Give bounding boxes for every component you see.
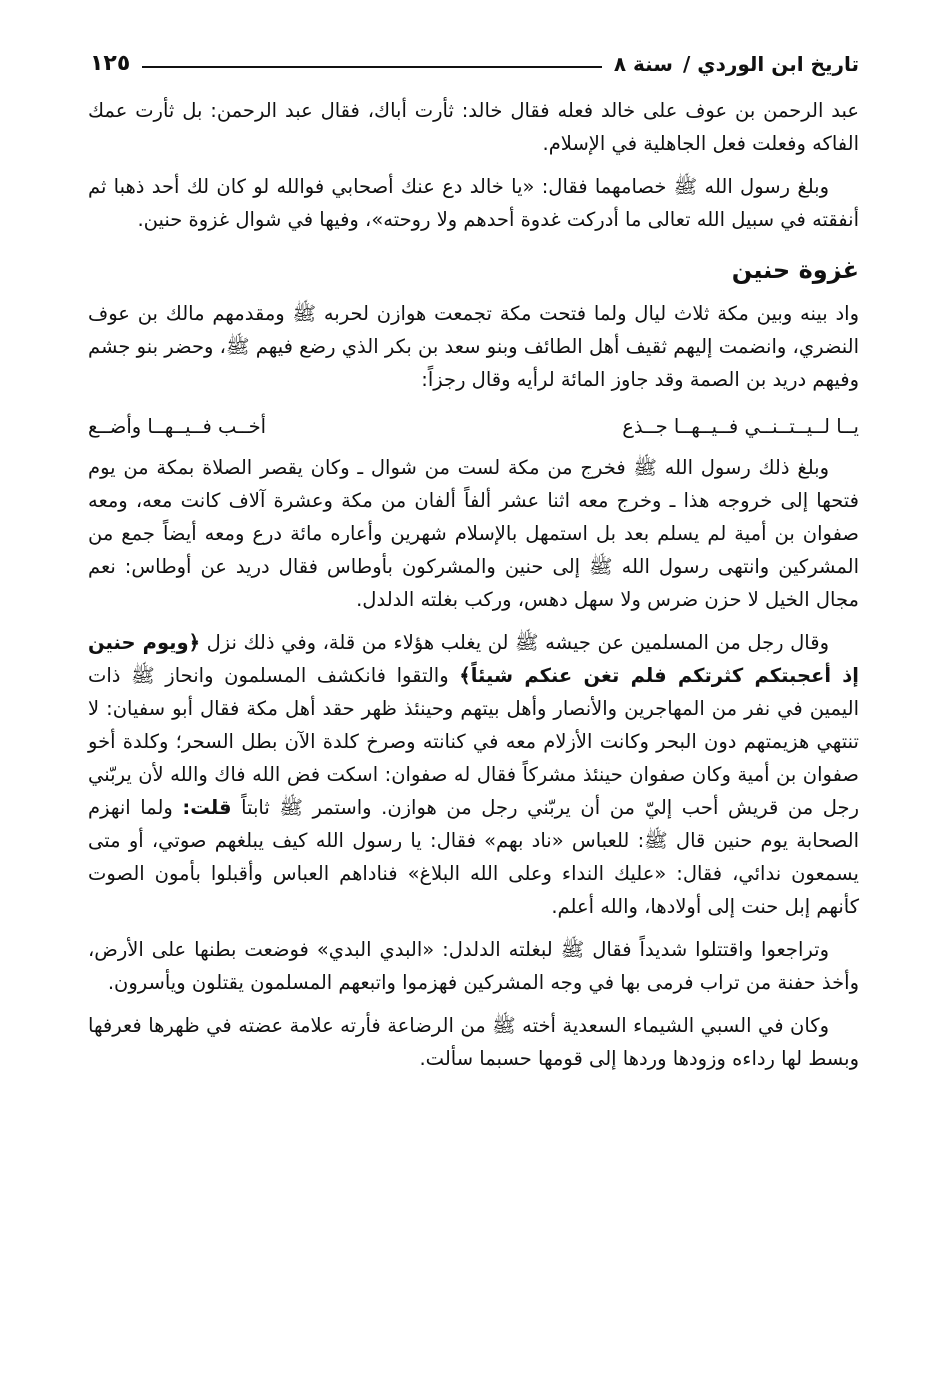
paragraph-5-part-c: ولما انهزم الصحابة يوم حنين قال ﷺ: للعباس «ناد بهم» فقال: يا رسول الله كيف يبلغهم صوتي، أو متى يسمعون ندائي، فقال: «عليك النداء وعلى الله البلاغ» فناداهم العباس وأقبلوا بأمون الصوت كأنهم إبل حنت إلى أولادها، والله أعلم. [88, 796, 859, 918]
page-number: ١٢٥ [90, 51, 131, 76]
paragraph-5-part-b: والتقوا فانكشف المسلمون وانحاز ﷺ ذات اليمين في نفر من المهاجرين والأنصار وأهل بيتهم وحينئذ ظهر حقد أهل مكة فقال أبو سفيان: لا تنتهي هزيمتهم دون البحر وكانت الأزلام معه في كنانته وصرخ كلدة الآن بطل السحر؛ وكلدة أخو صفوان بن أمية وكان صفوان حينئذ مشركاً فقال له صفوان: اسكت فض الله فاك والله لأن يربّني رجل من قريش أحب إليّ من أن يربّني رجل من هوازن. واستمر ﷺ ثابتاً [88, 664, 859, 819]
year-label: سنة ٨ [613, 52, 673, 76]
paragraph-5 [88, 626, 859, 923]
body-text [88, 94, 859, 1085]
quran-verse: ﴿ويوم حنين إذ أعجبتكم كثرتكم فلم تغن عنكم شيئاً﴾ [88, 631, 859, 687]
poem-verse [88, 410, 859, 443]
paragraph-7: وكان في السبي الشيماء السعدية أخته ﷺ من الرضاعة فأرته علامة عضته في ظهرها فعرفها وبسط لها رداءه وزودها وردها إلى قومها حسبما سألت. [88, 1014, 859, 1070]
paragraph-5-part-a: وقال رجل من المسلمين عن جيشه ﷺ لن يغلب هؤلاء من قلة، وفي ذلك نزل [206, 631, 829, 654]
verse-second-hemistich: أخــب فــيــهــا وأضــع [88, 415, 267, 438]
book-title: تاريخ ابن الوردي / [682, 52, 859, 76]
verse-first-hemistich: يــا لــيــتــنــي فــيــهــا جــذع [622, 415, 859, 438]
paragraph-2: وبلغ رسول الله ﷺ خصامهما فقال: «يا خالد دع عنك أصحابي فوالله لو كان لك أحد ذهبا ثم أنفقته في سبيل الله تعالى ما أدركت غدوة أحدهم ولا روحته»، وفيها في شوال غزوة حنين. [88, 175, 859, 231]
paragraph-1: عبد الرحمن بن عوف على خالد فعله فقال خالد: ثأرت أباك، فقال عبد الرحمن: بل ثأرت عمك الفاكه وفعلت فعل الجاهلية في الإسلام. [88, 99, 859, 155]
qult-label: قلت: [182, 796, 232, 819]
paragraph-3: واد بينه وبين مكة ثلاث ليال ولما فتحت مكة تجمعت هوازن لحربه ﷺ ومقدمهم مالك بن عوف النضري، وانضمت إليهم ثقيف أهل الطائف وبنو سعد بن بكر الذي رضع فيهم ﷺ، وحضر بنو جشم وفيهم دريد بن الصمة وقد جاوز المائة لرأيه وقال رجزاً: [88, 302, 859, 391]
section-title: غزوة حنين [731, 256, 859, 284]
running-header [90, 40, 859, 76]
paragraph-6: وتراجعوا واقتتلوا شديداً فقال ﷺ لبغلته الدلدل: «البدي البدي» فوضعت بطنها على الأرض، وأخذ حفنة من تراب فرمى بها في وجه المشركين فهزموا واتبعهم المسلمون يقتلون ويأسرون. [88, 938, 859, 994]
paragraph-4: وبلغ ذلك رسول الله ﷺ فخرج من مكة لست من شوال ـ وكان يقصر الصلاة بمكة من يوم فتحها إلى خروجه هذا ـ وخرج معه اثنا عشر ألفاً ألفان من مكة وعشرة آلاف كانت معه، ومعه صفوان بن أمية لم يسلم بعد بل استمهل بالإسلام شهرين وأعاره مائة درع ومعه أيضاً جمع من المشركين وانتهى رسول الله ﷺ إلى حنين والمشركون بأوطاس فقال دريد عن أوطاس: نعم مجال الخيل لا حزن ضرس ولا سهل دهس، وركب بغلته الدلدل. [88, 456, 859, 611]
header-rule [142, 66, 602, 68]
